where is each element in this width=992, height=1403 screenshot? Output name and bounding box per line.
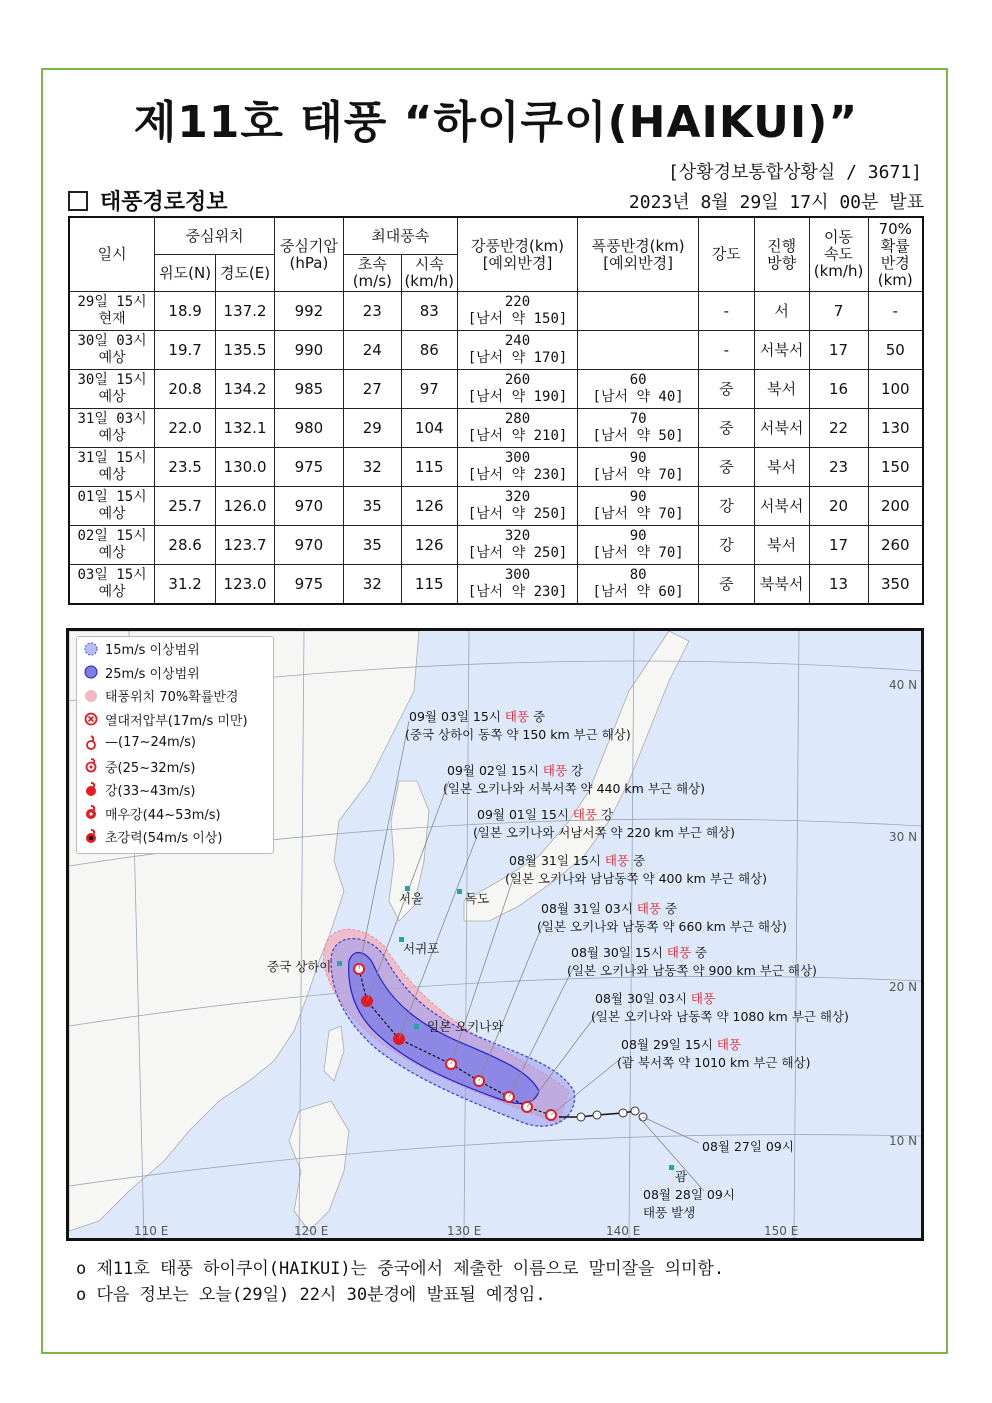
cell-speed: 17	[809, 526, 868, 565]
cell-gale-radius: 280 [남서 약 210]	[457, 409, 578, 448]
cell-lon: 137.2	[216, 292, 275, 331]
annotation-time: 08월 31일 03시 태풍 중	[541, 901, 678, 916]
cell-gale-radius: 320 [남서 약 250]	[457, 487, 578, 526]
annotation-time: 08월 31일 15시 태풍 중	[509, 853, 646, 868]
cell-direction: 서북서	[754, 487, 809, 526]
place-seogwipo: 서귀포	[403, 941, 440, 956]
office-label: [상황경보통합상황실 / 3671]	[667, 162, 922, 183]
cell-wind-kmh: 104	[401, 409, 457, 448]
header-pressure: 중심기압 (hPa)	[274, 217, 343, 292]
cell-speed: 17	[809, 331, 868, 370]
legend-item: —(17~24m/s)	[77, 731, 273, 755]
cell-time: 01일 15시 예상	[69, 487, 155, 526]
cell-lon: 130.0	[216, 448, 275, 487]
label-0828-genesis: 태풍 발생	[643, 1205, 696, 1220]
cell-lat: 25.7	[155, 487, 216, 526]
cell-gale-radius: 300 [남서 약 230]	[457, 448, 578, 487]
cell-wind-ms: 23	[343, 292, 401, 331]
cell-lat: 20.8	[155, 370, 216, 409]
cell-probability: 100	[868, 370, 923, 409]
cell-time: 29일 15시 현재	[69, 292, 155, 331]
lon-label-130: 130 E	[447, 1224, 482, 1238]
cell-wind-kmh: 86	[401, 331, 457, 370]
cell-direction: 서북서	[754, 409, 809, 448]
cell-speed: 16	[809, 370, 868, 409]
cell-speed: 23	[809, 448, 868, 487]
cell-lon: 126.0	[216, 487, 275, 526]
cell-direction: 북서	[754, 370, 809, 409]
cell-wind-kmh: 115	[401, 448, 457, 487]
cell-direction: 북서	[754, 448, 809, 487]
cell-probability: 150	[868, 448, 923, 487]
legend-item: 15m/s 이상범위	[77, 637, 273, 661]
cell-storm-radius: 90 [남서 약 70]	[578, 487, 699, 526]
cell-lat: 19.7	[155, 331, 216, 370]
cell-speed: 13	[809, 565, 868, 605]
cell-wind-ms: 35	[343, 487, 401, 526]
cell-direction: 북북서	[754, 565, 809, 605]
cross-circle-icon	[83, 711, 99, 727]
lat-label-40: 40 N	[889, 678, 918, 692]
cell-intensity: 강	[698, 487, 754, 526]
annotation-time: 09월 01일 15시 태풍 강	[477, 807, 614, 822]
legend-item: 초강력(54m/s 이상)	[77, 825, 273, 849]
cell-time: 31일 15시 예상	[69, 448, 155, 487]
cell-lat: 23.5	[155, 448, 216, 487]
cell-intensity: -	[698, 292, 754, 331]
typhoon-weak-icon	[83, 735, 99, 751]
cell-probability: 260	[868, 526, 923, 565]
header-speed: 이동 속도 (km/h)	[809, 217, 868, 292]
legend-item: 열대저압부(17m/s 미만)	[77, 708, 273, 732]
lat-label-20: 20 N	[889, 980, 918, 994]
cell-pressure: 975	[274, 448, 343, 487]
solid-circle-icon	[83, 664, 99, 680]
issued-time: 2023년 8월 29일 17시 00분 발표	[628, 192, 924, 213]
cell-pressure: 975	[274, 565, 343, 605]
cell-pressure: 980	[274, 409, 343, 448]
cell-wind-kmh: 97	[401, 370, 457, 409]
annotation-time: 09월 03일 15시 태풍 중	[409, 709, 546, 724]
footnotes	[76, 1256, 724, 1308]
cell-time: 02일 15시 예상	[69, 526, 155, 565]
cell-gale-radius: 300 [남서 약 230]	[457, 565, 578, 605]
cell-storm-radius: 80 [남서 약 60]	[578, 565, 699, 605]
header-intensity: 강도	[698, 217, 754, 292]
typhoon-very-strong-icon	[83, 805, 99, 821]
header-direction: 진행 방향	[754, 217, 809, 292]
lon-label-120: 120 E	[294, 1224, 329, 1238]
cell-intensity: 강	[698, 526, 754, 565]
cell-storm-radius: 60 [남서 약 40]	[578, 370, 699, 409]
pink-circle-icon	[83, 688, 99, 704]
cell-lon: 134.2	[216, 370, 275, 409]
legend-item: 중(25~32m/s)	[77, 755, 273, 779]
cell-direction: 서북서	[754, 331, 809, 370]
section-heading	[68, 185, 228, 216]
cell-lon: 132.1	[216, 409, 275, 448]
cell-storm-radius: 90 [남서 약 70]	[578, 526, 699, 565]
typhoon-track-table	[68, 216, 924, 605]
cell-pressure: 970	[274, 487, 343, 526]
annotation-location: (중국 상하이 동쪽 약 150 km 부근 해상)	[405, 727, 631, 742]
page-title: 제11호 태풍 “하이쿠이(HAIKUI)”	[133, 97, 859, 148]
cell-probability: -	[868, 292, 923, 331]
cell-storm-radius	[578, 331, 699, 370]
header-gale-radius: 강풍반경(km) [예외반경]	[457, 217, 578, 292]
cell-storm-radius: 90 [남서 약 70]	[578, 448, 699, 487]
annotation-time: 08월 30일 03시 태풍	[595, 991, 716, 1006]
header-lon: 경도(E)	[216, 255, 275, 292]
cell-wind-ms: 29	[343, 409, 401, 448]
cell-speed: 20	[809, 487, 868, 526]
dashed-circle-icon	[83, 641, 99, 657]
annotation-location: (일본 오키나와 서북서쪽 약 440 km 부근 해상)	[443, 781, 705, 796]
checkbox-square-icon	[68, 191, 88, 211]
place-guam: 괌	[675, 1169, 688, 1184]
cell-direction: 북서	[754, 526, 809, 565]
table-row	[69, 565, 923, 605]
table-row	[69, 331, 923, 370]
cell-intensity: 중	[698, 370, 754, 409]
cell-gale-radius: 220 [남서 약 150]	[457, 292, 578, 331]
cell-wind-ms: 32	[343, 565, 401, 605]
cell-probability: 130	[868, 409, 923, 448]
place-shanghai: 중국 상하이	[267, 959, 332, 974]
cell-time: 03일 15시 예상	[69, 565, 155, 605]
header-max-wind: 최대풍속	[343, 217, 457, 255]
table-row	[69, 487, 923, 526]
lat-label-10: 10 N	[889, 1134, 918, 1148]
cell-wind-kmh: 115	[401, 565, 457, 605]
header-wind-ms: 초속 (m/s)	[343, 255, 401, 292]
typhoon-medium-icon	[83, 758, 99, 774]
cell-wind-ms: 27	[343, 370, 401, 409]
cell-lat: 28.6	[155, 526, 216, 565]
annotation-time: 09월 02일 15시 태풍 강	[447, 763, 584, 778]
cell-probability: 350	[868, 565, 923, 605]
legend-item: 강(33~43m/s)	[77, 778, 273, 802]
cell-intensity: -	[698, 331, 754, 370]
lon-label-140: 140 E	[606, 1224, 641, 1238]
typhoon-super-icon	[83, 829, 99, 845]
annotation-time: 08월 30일 15시 태풍 중	[571, 945, 708, 960]
table-row	[69, 448, 923, 487]
annotation-location: (일본 오키나와 남동쪽 약 660 km 부근 해상)	[537, 919, 787, 934]
annotation-location: (일본 오키나와 서남서쪽 약 220 km 부근 해상)	[473, 825, 735, 840]
cell-gale-radius: 240 [남서 약 170]	[457, 331, 578, 370]
note-next-issue: o 다음 정보는 오늘(29일) 22시 30분경에 발표될 예정임.	[76, 1285, 546, 1305]
cell-lon: 123.0	[216, 565, 275, 605]
header-time: 일시	[69, 217, 155, 292]
table-row	[69, 526, 923, 565]
header-storm-radius: 폭풍반경(km) [예외반경]	[578, 217, 699, 292]
cell-pressure: 985	[274, 370, 343, 409]
cell-storm-radius: 70 [남서 약 50]	[578, 409, 699, 448]
legend-item: 태풍위치 70%확률반경	[77, 684, 273, 708]
header-lat: 위도(N)	[155, 255, 216, 292]
cell-pressure: 992	[274, 292, 343, 331]
cell-wind-kmh: 83	[401, 292, 457, 331]
cell-lat: 31.2	[155, 565, 216, 605]
lat-label-30: 30 N	[889, 830, 918, 844]
cell-time: 31일 03시 예상	[69, 409, 155, 448]
annotation-location: (일본 오키나와 남동쪽 약 1080 km 부근 해상)	[591, 1009, 849, 1024]
cell-intensity: 중	[698, 409, 754, 448]
map-legend	[76, 636, 274, 854]
cell-pressure: 990	[274, 331, 343, 370]
cell-wind-ms: 32	[343, 448, 401, 487]
header-probability-radius: 70% 확률 반경 (km)	[868, 217, 923, 292]
place-dokdo: 독도	[465, 891, 490, 906]
cell-lat: 18.9	[155, 292, 216, 331]
annotation-location: (일본 오키나와 남동쪽 약 900 km 부근 해상)	[567, 963, 817, 978]
cell-gale-radius: 260 [남서 약 190]	[457, 370, 578, 409]
cell-lon: 135.5	[216, 331, 275, 370]
lon-label-150: 150 E	[764, 1224, 799, 1238]
cell-time: 30일 03시 예상	[69, 331, 155, 370]
cell-wind-kmh: 126	[401, 526, 457, 565]
cell-time: 30일 15시 예상	[69, 370, 155, 409]
cell-wind-ms: 35	[343, 526, 401, 565]
cell-gale-radius: 320 [남서 약 250]	[457, 526, 578, 565]
table-row	[69, 292, 923, 331]
label-0828-time: 08월 28일 09시	[643, 1187, 735, 1202]
cell-storm-radius	[578, 292, 699, 331]
annotation-time: 08월 29일 15시 태풍	[621, 1037, 742, 1052]
header-wind-kmh: 시속 (km/h)	[401, 255, 457, 292]
cell-probability: 200	[868, 487, 923, 526]
cell-wind-kmh: 126	[401, 487, 457, 526]
cell-lon: 123.7	[216, 526, 275, 565]
cell-speed: 22	[809, 409, 868, 448]
annotation-location: (일본 오키나와 남남동쪽 약 400 km 부근 해상)	[505, 871, 767, 886]
annotation-location: (괌 북서쪽 약 1010 km 부근 해상)	[617, 1055, 811, 1070]
place-okinawa: 일본 오키나와	[427, 1019, 504, 1034]
typhoon-strong-icon	[83, 782, 99, 798]
cell-speed: 7	[809, 292, 868, 331]
cell-intensity: 중	[698, 448, 754, 487]
place-seoul: 서울	[399, 891, 424, 906]
legend-item: 매우강(44~53m/s)	[77, 802, 273, 826]
lon-label-110: 110 E	[134, 1224, 169, 1238]
section-title: 태풍경로정보	[100, 190, 228, 215]
cell-wind-ms: 24	[343, 331, 401, 370]
legend-item: 25m/s 이상범위	[77, 661, 273, 685]
cell-lat: 22.0	[155, 409, 216, 448]
cell-pressure: 970	[274, 526, 343, 565]
header-center: 중심위치	[155, 217, 275, 255]
table-row	[69, 370, 923, 409]
note-name-origin: o 제11호 태풍 하이쿠이(HAIKUI)는 중국에서 제출한 이름으로 말미잘을 의미함.	[76, 1259, 725, 1279]
table-row	[69, 409, 923, 448]
cell-intensity: 중	[698, 565, 754, 605]
cell-probability: 50	[868, 331, 923, 370]
cell-direction: 서	[754, 292, 809, 331]
label-0827: 08월 27일 09시	[702, 1139, 794, 1154]
